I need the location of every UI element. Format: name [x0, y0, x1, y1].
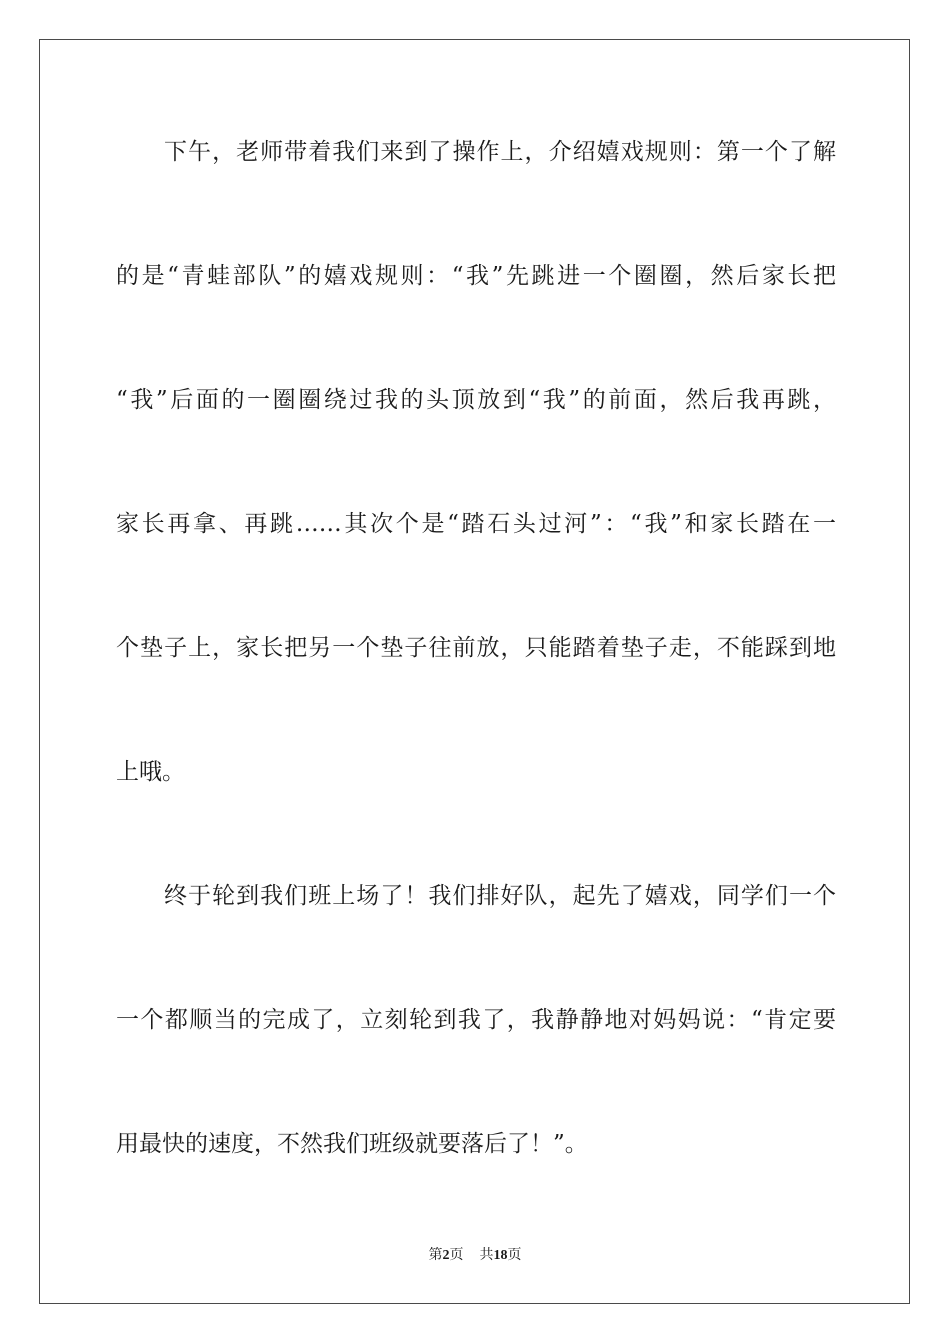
paragraph-2-line-3: 用最快的速度，不然我们班级就要落后了！”。: [116, 1131, 588, 1157]
page-footer: [0, 1245, 950, 1266]
paragraph-1-line-6: 上哦。: [116, 759, 185, 785]
paragraph-1-line-4: 家长再拿、再跳……其次个是“踏石头过河”：“我”和家长踏在一: [116, 511, 836, 537]
total-prefix: 共: [479, 1247, 494, 1263]
page-suffix: 页: [449, 1247, 464, 1263]
total-suffix: 页: [507, 1247, 522, 1263]
paragraph-2-line-1: 终于轮到我们班上场了！我们排好队，起先了嬉戏，同学们一个: [164, 883, 836, 909]
paragraph-1-line-1: 下午，老师带着我们来到了操作上，介绍嬉戏规则：第一个了解: [164, 139, 836, 165]
total-pages: 18: [493, 1248, 508, 1263]
paragraph-1-line-3: “我”后面的一圈圈绕过我的头顶放到“我”的前面，然后我再跳，: [116, 387, 836, 413]
paragraph-2-line-2: 一个都顺当的完成了，立刻轮到我了，我静静地对妈妈说：“肯定要: [116, 1007, 836, 1033]
paragraph-1-line-5: 个垫子上，家长把另一个垫子往前放，只能踏着垫子走，不能踩到地: [116, 635, 836, 661]
page-prefix: 第: [428, 1247, 443, 1263]
paragraph-1-line-2: 的是“青蛙部队”的嬉戏规则：“我”先跳进一个圈圈，然后家长把: [116, 263, 836, 289]
page-number: 2: [442, 1248, 450, 1263]
page-border: [39, 39, 910, 1304]
